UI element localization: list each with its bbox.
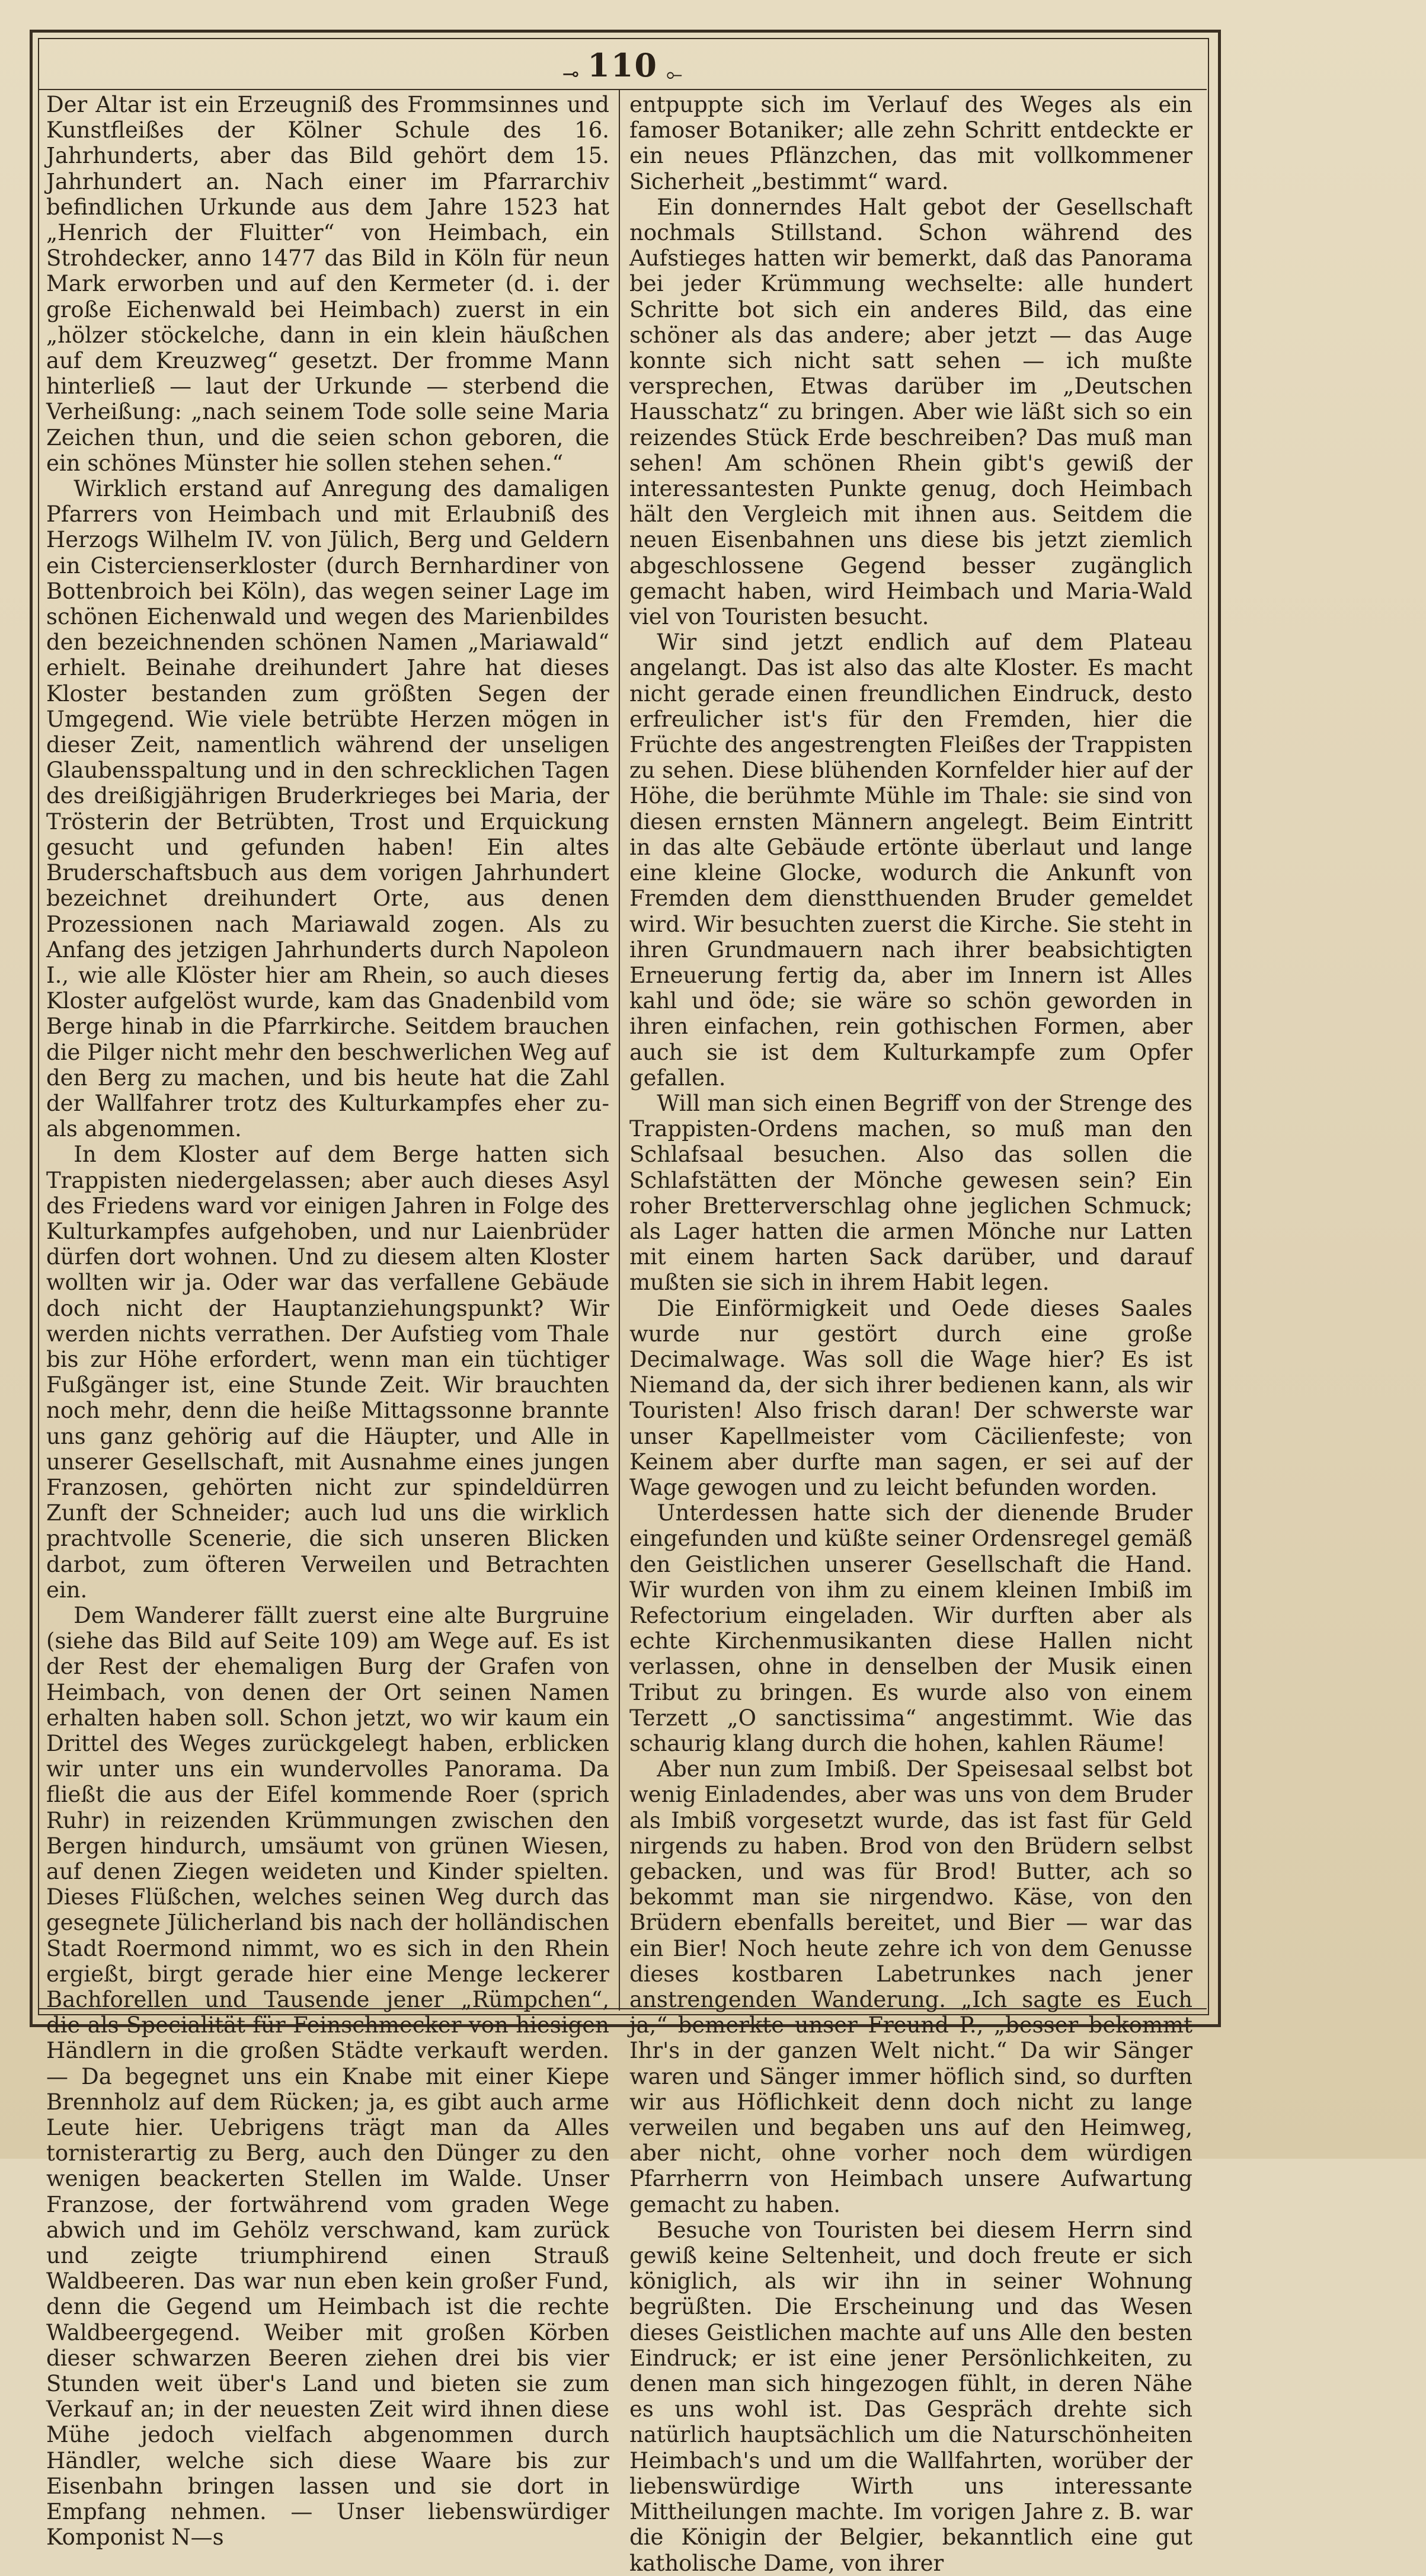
paragraph: Will man sich einen Begriff von der Strenge des Trappisten-Ordens machen, so muß man den Schlafsaal besuchen. Also das sollen die Schlafstätten der Mönche gewesen sein? Ein roher Bretterverschlag ohne jeglichen Schmuck; als Lager hatten die armen Mönche nur Latten mit einem harten Sack darüber, und darauf mußten sie sich in ihrem Habit legen. [629, 1090, 1192, 1296]
paragraph: Dem Wanderer fällt zuerst eine alte Burgruine (siehe das Bild auf Seite 109) am Wege auf. Es ist der Rest der ehemaligen Burg der Grafen von Heimbach, von denen der Ort seinen Namen erhalten haben soll. Schon jetzt, wo wir kaum ein Drittel des Weges zurückgelegt haben, erblicken wir unter uns ein wundervolles Panorama. Da fließt die aus der Eifel kommende Roer (sprich Ruhr) in reizenden Krümmungen zwischen den Bergen hindurch, umsäumt von grünen Wiesen, auf denen Ziegen weideten und Kinder spielten. Dieses Flüßchen, welches seinen Weg durch das gesegnete Jülicherland bis nach der holländischen Stadt Roermond nimmt, wo es sich in den Rhein ergießt, birgt gerade hier eine Menge leckerer Bachforellen und Tausende jener „Rümpchen“, die als Specialität für Feinschmecker von hiesigen Händlern in die großen Städte verkauft werden. — Da begegnet uns ein Knabe mit einer Kiepe Brennholz auf dem Rücken; ja, es gibt auch arme Leute hier. Uebrigens trägt man da Alles tornisterartig zu Berg, auch den Dünger zu den wenigen beackerten Stellen im Walde. Unser Franzose, der fortwährend vom graden Wege abwich und im Gehölz verschwand, kam zurück und zeigte triumphirend einen Strauß Waldbeeren. Das war nun eben kein großer Fund, denn die Gegend um Heimbach ist die rechte Waldbeergegend. Weiber mit großen Körben dieser schwarzen Beeren ziehen drei bis vier Stunden weit über's Land und bieten sie zum Verkauf an; in der neuesten Zeit wird ihnen diese Mühe jedoch vielfach abgenommen durch Händler, welche sich diese Waare bis zur Eisenbahn bringen lassen und sie dort in Empfang nehmen. — Unser liebenswürdiger Komponist N—s [46, 1602, 609, 2551]
right-column [629, 92, 1192, 2576]
paragraph: Wirklich erstand auf Anregung des damaligen Pfarrers von Heimbach und mit Erlaubniß des Herzogs Wilhelm IV. von Jülich, Berg und Geldern ein Cistercienserkloster (durch Bernhardiner von Bottenbroich bei Köln), das wegen seiner Lage im schönen Eichenwald und wegen des Marienbildes den bezeichnenden schönen Namen „Mariawald“ erhielt. Beinahe dreihundert Jahre hat dieses Kloster bestanden zum größten Segen der Umgegend. Wie viele betrübte Herzen mögen in dieser Zeit, namentlich während der unseligen Glaubensspaltung und in den schrecklichen Tagen des dreißigjährigen Bruderkrieges bei Maria, der Trösterin der Betrübten, Trost und Erquickung gesucht und gefunden haben! Ein altes Bruderschaftsbuch aus dem vorigen Jahrhundert bezeichnet dreihundert Orte, aus denen Prozessionen nach Mariawald zogen. Als zu Anfang des jetzigen Jahrhunderts durch Napoleon I., wie alle Klöster hier am Rhein, so auch dieses Kloster aufgelöst wurde, kam das Gnadenbild vom Berge hinab in die Pfarrkirche. Seitdem brauchen die Pilger nicht mehr den beschwerlichen Weg auf den Berg zu machen, und bis heute hat die Zahl der Wallfahrer trotz des Kulturkampfes eher zu- als abgenommen. [46, 476, 609, 1142]
page-number: 110 [587, 46, 658, 84]
page-header [38, 41, 1207, 89]
paragraph: In dem Kloster auf dem Berge hatten sich Trappisten niedergelassen; aber auch dieses Asyl des Friedens ward vor einigen Jahren in Folge des Kulturkampfes aufgehoben, und nur Laienbrüder dürfen dort wohnen. Und zu diesem alten Kloster wollten wir ja. Oder war das verfallene Gebäude doch nicht der Hauptanziehungspunkt? Wir werden nichts verrathen. Der Aufstieg vom Thale bis zur Höhe erfordert, wenn man ein tüchtiger Fußgänger ist, eine Stunde Zeit. Wir brauchten noch mehr, denn die heiße Mittagssonne brannte uns ganz gehörig auf die Häupter, und Alle in unserer Gesellschaft, mit Ausnahme eines jungen Franzosen, gehörten nicht zur spindeldürren Zunft der Schneider; auch lud uns die wirklich prachtvolle Scenerie, die sich unseren Blicken darbot, zum öfteren Verweilen und Betrachten ein. [46, 1142, 609, 1603]
paragraph: Unterdessen hatte sich der dienende Bruder eingefunden und küßte seiner Ordensregel gemäß den Geistlichen unserer Gesellschaft die Hand. Wir wurden von ihm zu einem kleinen Imbiß im Refectorium eingeladen. Wir durften aber als echte Kirchenmusikanten diese Hallen nicht verlassen, ohne in denselben der Musik einen Tribut zu bringen. Es wurde also von einem Terzett „O sanctissima“ angestimmt. Wie das schaurig klang durch die hohen, kahlen Räume! [629, 1500, 1192, 1756]
left-ornament-icon: ⊸ [562, 62, 580, 86]
header-rule [38, 89, 1207, 90]
paragraph: Die Einförmigkeit und Oede dieses Saales wurde nur gestört durch eine große Decimalwage. Was soll die Wage hier? Es ist Niemand da, der sich ihrer bedienen kann, als wir Touristen! Also frisch daran! Der schwerste war unser Kapellmeister vom Cäcilienfeste; von Keinem aber durfte man sagen, er sei auf der Wage gewogen und zu leicht befunden worden. [629, 1295, 1192, 1500]
paragraph: Besuche von Touristen bei diesem Herrn sind gewiß keine Seltenheit, und doch freute er sich königlich, als wir ihn in seiner Wohnung begrüßten. Die Erscheinung und das Wesen dieses Geistlichen machte auf uns Alle den besten Eindruck; er ist eine jener Persönlichkeiten, zu denen man sich hingezogen fühlt, in deren Nähe es uns wohl ist. Das Gespräch drehte sich natürlich hauptsächlich um die Naturschönheiten Heimbach's und um die Wallfahrten, worüber der liebenswürdige Wirth uns interessante Mittheilungen machte. Im vorigen Jahre z. B. war die Königin der Belgier, bekanntlich eine gut katholische Dame, von ihrer [629, 2217, 1192, 2576]
paragraph: Aber nun zum Imbiß. Der Speisesaal selbst bot wenig Einladendes, aber was uns von dem Bruder als Imbiß vorgesetzt wurde, das ist fast für Geld nirgends zu haben. Brod von den Brüdern selbst gebacken, und was für Brod! Butter, ach so bekommt man sie nirgendwo. Käse, von den Brüdern ebenfalls bereitet, und Bier — war das ein Bier! Noch heute zehre ich von dem Genusse dieses kostbaren Labetrunkes nach jener anstrengenden Wanderung. „Ich sagte es Euch ja,“ bemerkte unser Freund P., „besser bekommt Ihr's in der ganzen Welt nicht.“ Da wir Sänger waren und Sänger immer höflich sind, so durften wir aus Höflichkeit denn doch nicht zu lange verweilen und begaben uns auf den Heimweg, aber nicht, ohne vorher noch dem würdigen Pfarrherrn von Heimbach unsere Aufwartung gemacht zu haben. [629, 1756, 1192, 2217]
column-divider [619, 90, 620, 2011]
paragraph: Wir sind jetzt endlich auf dem Plateau angelangt. Das ist also das alte Kloster. Es macht nicht gerade einen freundlichen Eindruck, desto erfreulicher ist's für den Fremden, hier die Früchte des angestrengten Fleißes der Trappisten zu sehen. Diese blühenden Kornfelder hier auf der Höhe, die berühmte Mühle im Thale: sie sind von diesen ernsten Männern angelegt. Beim Eintritt in das alte Gebäude ertönte überlaut und lange eine kleine Glocke, wodurch die Ankunft von Fremden dem dienstthuenden Bruder gemeldet wird. Wir besuchten zuerst die Kirche. Sie steht in ihren Grundmauern nach ihrer beabsichtigten Erneuerung fertig da, aber im Innern ist Alles kahl und öde; sie wäre so schön geworden in ihren einfachen, rein gothischen Formen, aber auch sie ist dem Kulturkampfe zum Opfer gefallen. [629, 629, 1192, 1091]
paragraph: Der Altar ist ein Erzeugniß des Frommsinnes und Kunstfleißes der Kölner Schule des 16. Jahrhunderts, aber das Bild gehört dem 15. Jahrhundert an. Nach einer im Pfarrarchiv befindlichen Urkunde aus dem Jahre 1523 hat „Henrich der Fluitter“ von Heimbach, ein Strohdecker, anno 1477 das Bild in Köln für neun Mark erworben und auf den Kermeter (d. i. der große Eichenwald bei Heimbach) zuerst in ein „hölzer stöckelche, dann in ein klein häußchen auf dem Kreuzweg“ gesetzt. Der fromme Mann hinterließ — laut der Urkunde — sterbend die Verheißung: „nach seinem Tode solle seine Maria Zeichen thun, und die seien schon geboren, die ein schönes Münster hie sollen stehen sehen.“ [46, 92, 609, 476]
paragraph: Ein donnerndes Halt gebot der Gesellschaft nochmals Stillstand. Schon während des Aufstieges hatten wir bemerkt, daß das Panorama bei jeder Krümmung wechselte: alle hundert Schritte bot sich ein anderes Bild, das eine schöner als das andere; aber jetzt — das Auge konnte sich nicht satt sehen — ich mußte versprechen, Etwas darüber im „Deutschen Hausschatz“ zu bringen. Aber wie läßt sich so ein reizendes Stück Erde beschreiben? Das muß man sehen! Am schönen Rhein gibt's gewiß der interessantesten Punkte genug, doch Heimbach hält den Vergleich mit ihnen aus. Seitdem die neuen Eisenbahnen uns diese bis jetzt ziemlich abgeschlossene Gegend besser zugänglich gemacht haben, wird Heimbach und Maria-Wald viel von Touristen besucht. [629, 194, 1192, 630]
paragraph: entpuppte sich im Verlauf des Weges als ein famoser Botaniker; alle zehn Schritt entdeckte er ein neues Pflänzchen, das mit vollkommener Sicherheit „bestimmt“ ward. [629, 92, 1192, 194]
bottom-rule [38, 2008, 1207, 2009]
left-column [46, 92, 609, 2551]
right-ornament-icon: ⟜ [666, 62, 683, 86]
